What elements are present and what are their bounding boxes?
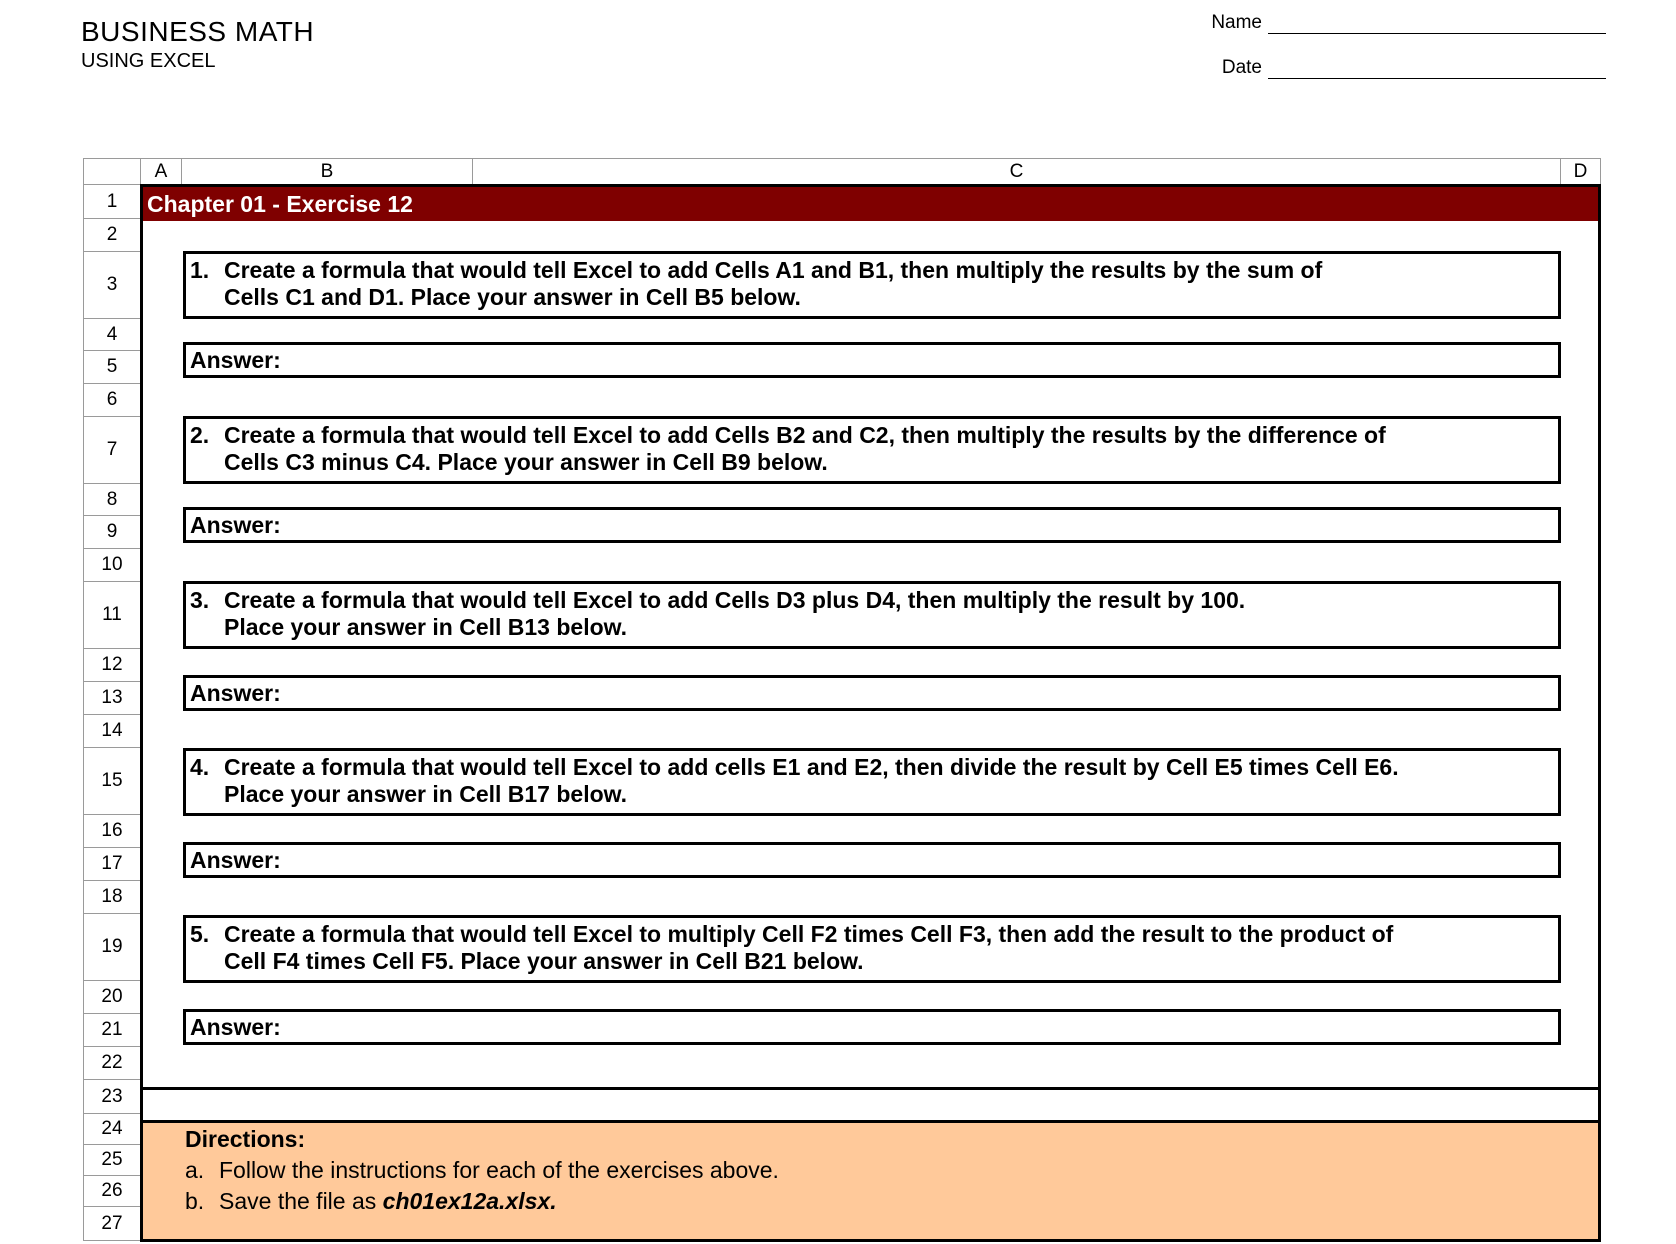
question-4-box[interactable] bbox=[183, 748, 1561, 816]
directions-title: Directions: bbox=[185, 1126, 306, 1152]
row-header-18[interactable]: 18 bbox=[83, 880, 141, 914]
header-corner bbox=[83, 158, 141, 185]
document-subtitle: USING EXCEL bbox=[81, 50, 216, 72]
question-text bbox=[224, 257, 1552, 316]
column-header-d[interactable]: D bbox=[1560, 158, 1601, 185]
row-header-12[interactable]: 12 bbox=[83, 648, 141, 682]
row-header-6[interactable]: 6 bbox=[83, 383, 141, 417]
answer-box-2[interactable] bbox=[183, 507, 1561, 543]
name-line[interactable] bbox=[1268, 15, 1606, 34]
row-header-23[interactable]: 23 bbox=[83, 1079, 141, 1114]
question-text bbox=[224, 422, 1552, 481]
question-number: 4. bbox=[190, 754, 210, 780]
question-line-1: Create a formula that would tell Excel to multiply Cell F2 times Cell F3, then add the result to the product of bbox=[224, 921, 1394, 947]
row-header-19[interactable]: 19 bbox=[83, 913, 141, 981]
question-line-2: Cell F4 times Cell F5. Place your answer in Cell B21 below. bbox=[224, 948, 864, 974]
question-5-box[interactable] bbox=[183, 915, 1561, 983]
column-header-b[interactable]: B bbox=[181, 158, 473, 185]
question-1-box[interactable] bbox=[183, 251, 1561, 319]
answer-box-1[interactable] bbox=[183, 342, 1561, 378]
name-field[interactable] bbox=[1211, 12, 1606, 34]
row-header-4[interactable]: 4 bbox=[83, 318, 141, 351]
question-line-1: Create a formula that would tell Excel to add Cells B2 and C2, then multiply the results by the difference of bbox=[224, 422, 1386, 448]
question-number: 5. bbox=[190, 921, 210, 947]
exercise-area bbox=[140, 184, 1601, 1242]
directions-item-a bbox=[185, 1157, 779, 1184]
row-header-10[interactable]: 10 bbox=[83, 548, 141, 582]
section-divider bbox=[143, 1087, 1598, 1090]
file-name: ch01ex12a.xlsx. bbox=[382, 1188, 557, 1214]
row-header-24[interactable]: 24 bbox=[83, 1113, 141, 1145]
row-header-8[interactable]: 8 bbox=[83, 483, 141, 516]
name-label: Name bbox=[1211, 12, 1262, 33]
column-header-a[interactable]: A bbox=[140, 158, 182, 185]
item-marker: a. bbox=[185, 1157, 205, 1183]
date-field[interactable] bbox=[1222, 57, 1606, 79]
row-header-1[interactable]: 1 bbox=[83, 184, 141, 219]
row-header-5[interactable]: 5 bbox=[83, 350, 141, 384]
row-header-9[interactable]: 9 bbox=[83, 515, 141, 549]
question-line-2: Cells C1 and D1. Place your answer in Cell B5 below. bbox=[224, 284, 801, 310]
question-number: 3. bbox=[190, 587, 210, 613]
question-line-1: Create a formula that would tell Excel to add Cells D3 plus D4, then multiply the result by 100. bbox=[224, 587, 1246, 613]
answer-label: Answer: bbox=[190, 846, 281, 873]
row-header-15[interactable]: 15 bbox=[83, 747, 141, 815]
row-header-13[interactable]: 13 bbox=[83, 681, 141, 715]
answer-label: Answer: bbox=[190, 1013, 281, 1040]
row-header-20[interactable]: 20 bbox=[83, 980, 141, 1014]
question-line-1: Create a formula that would tell Excel to add Cells A1 and B1, then multiply the results by the sum of bbox=[224, 257, 1323, 283]
question-text bbox=[224, 754, 1552, 813]
question-line-2: Cells C3 minus C4. Place your answer in Cell B9 below. bbox=[224, 449, 828, 475]
document-title: BUSINESS MATH bbox=[81, 16, 315, 47]
answer-box-4[interactable] bbox=[183, 842, 1561, 878]
row-header-22[interactable]: 22 bbox=[83, 1046, 141, 1080]
question-3-box[interactable] bbox=[183, 581, 1561, 649]
answer-label: Answer: bbox=[190, 346, 281, 373]
question-text bbox=[224, 587, 1552, 646]
row-header-2[interactable]: 2 bbox=[83, 218, 141, 252]
item-text: Follow the instructions for each of the exercises above. bbox=[219, 1157, 779, 1183]
item-text-prefix: Save the file as bbox=[219, 1188, 383, 1214]
row-header-21[interactable]: 21 bbox=[83, 1013, 141, 1047]
row-header-11[interactable]: 11 bbox=[83, 581, 141, 649]
row-header-3[interactable]: 3 bbox=[83, 251, 141, 319]
chapter-banner[interactable]: Chapter 01 - Exercise 12 bbox=[143, 187, 1598, 221]
question-2-box[interactable] bbox=[183, 416, 1561, 484]
question-line-1: Create a formula that would tell Excel to add cells E1 and E2, then divide the result by Cell E5 times Cell E6. bbox=[224, 754, 1399, 780]
question-line-2: Place your answer in Cell B17 below. bbox=[224, 781, 628, 807]
question-number: 1. bbox=[190, 257, 210, 283]
row-header-25[interactable]: 25 bbox=[83, 1144, 141, 1176]
item-text bbox=[219, 1188, 557, 1215]
directions-item-b bbox=[185, 1188, 557, 1215]
question-number: 2. bbox=[190, 422, 210, 448]
date-line[interactable] bbox=[1268, 60, 1606, 79]
row-header-7[interactable]: 7 bbox=[83, 416, 141, 484]
answer-box-5[interactable] bbox=[183, 1009, 1561, 1045]
row-header-14[interactable]: 14 bbox=[83, 714, 141, 748]
column-header-c[interactable]: C bbox=[472, 158, 1561, 185]
question-line-2: Place your answer in Cell B13 below. bbox=[224, 614, 628, 640]
answer-box-3[interactable] bbox=[183, 675, 1561, 711]
row-header-17[interactable]: 17 bbox=[83, 847, 141, 881]
row-header-27[interactable]: 27 bbox=[83, 1206, 141, 1241]
row-header-16[interactable]: 16 bbox=[83, 814, 141, 848]
date-label: Date bbox=[1221, 57, 1262, 78]
question-text bbox=[224, 921, 1552, 980]
item-marker: b. bbox=[185, 1188, 205, 1214]
answer-label: Answer: bbox=[190, 679, 281, 706]
directions-panel[interactable] bbox=[143, 1120, 1598, 1239]
row-header-26[interactable]: 26 bbox=[83, 1175, 141, 1207]
spreadsheet bbox=[83, 158, 1600, 1243]
answer-label: Answer: bbox=[190, 511, 281, 538]
